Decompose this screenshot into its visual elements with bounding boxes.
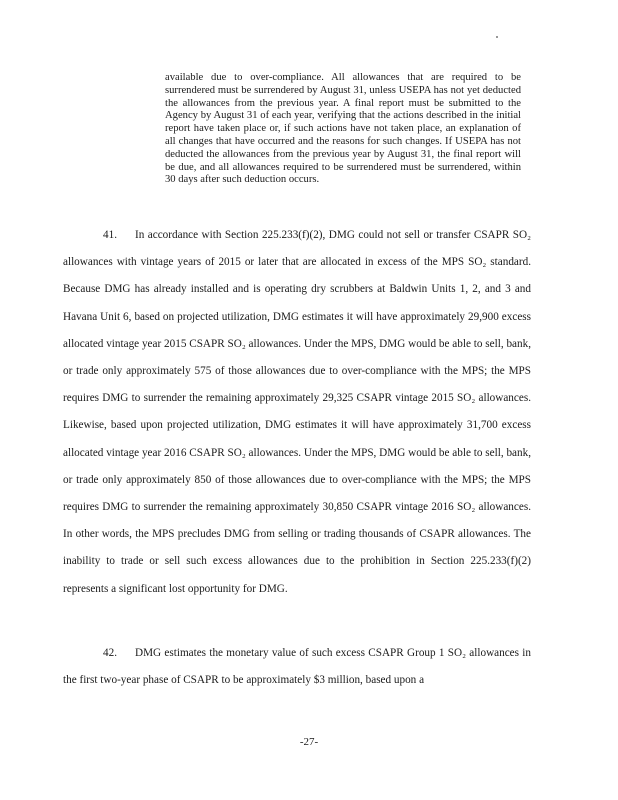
block-quote: available due to over-compliance. All allowances that are required to be surrendered must be surrendered by August 31, unless USEPA has not yet deducted the allowances from the previous year. A final report must be submitted to the Agency by August 31 of each year, verifying that the actions described in the initial report have taken place or, if such actions have not taken place, an explanation of all changes that have occurred and the reasons for such changes. If USEPA has not deducted the allowances from the previous year by August 31, the final report will be due, and all allowances required to be surrendered must be surrendered, within 30 days after such deduction occurs.	[165, 72, 521, 186]
paragraph-41	[63, 222, 531, 603]
paragraph-text: DMG estimates the monetary value of such excess CSAPR Group 1 SO₂ allowances in the first two-year phase of CSAPR to be approximately $3 million, based upon a	[63, 647, 531, 687]
paragraph-number: 41.	[103, 229, 117, 241]
scan-speck	[496, 36, 498, 38]
paragraph-text: In accordance with Section 225.233(f)(2), DMG could not sell or transfer CSAPR SO₂ allowances with vintage years of 2015 or later that are allocated in excess of the MPS SO₂ standard. Because DMG has already installed and is operating dry scrubbers at Baldwin Units 1, 2, and 3 and Havana Unit 6, based on projected utilization, DMG estimates it will have approximately 29,900 excess allocated vintage year 2015 CSAPR SO₂ allowances. Under the MPS, DMG would be able to sell, bank, or trade only approximately 575 of those allowances due to over-compliance with the MPS; the MPS requires DMG to surrender the remaining approximately 29,325 CSAPR vintage 2015 SO₂ allowances. Likewise, based upon projected utilization, DMG estimates it will have approximately 31,700 excess allocated vintage year 2016 CSAPR SO₂ allowances. Under the MPS, DMG would be able to sell, bank, or trade only approximately 850 of those allowances due to over-compliance with the MPS; the MPS requires DMG to surrender the remaining approximately 30,850 CSAPR vintage 2016 SO₂ allowances. In other words, the MPS precludes DMG from selling or trading thousands of CSAPR allowances. The inability to trade or sell such excess allowances due to the prohibition in Section 225.233(f)(2) represents a significant lost opportunity for DMG.	[63, 229, 531, 595]
page-number: -27-	[299, 736, 319, 748]
paragraph-number: 42.	[103, 647, 117, 659]
paragraph-42	[63, 640, 531, 694]
